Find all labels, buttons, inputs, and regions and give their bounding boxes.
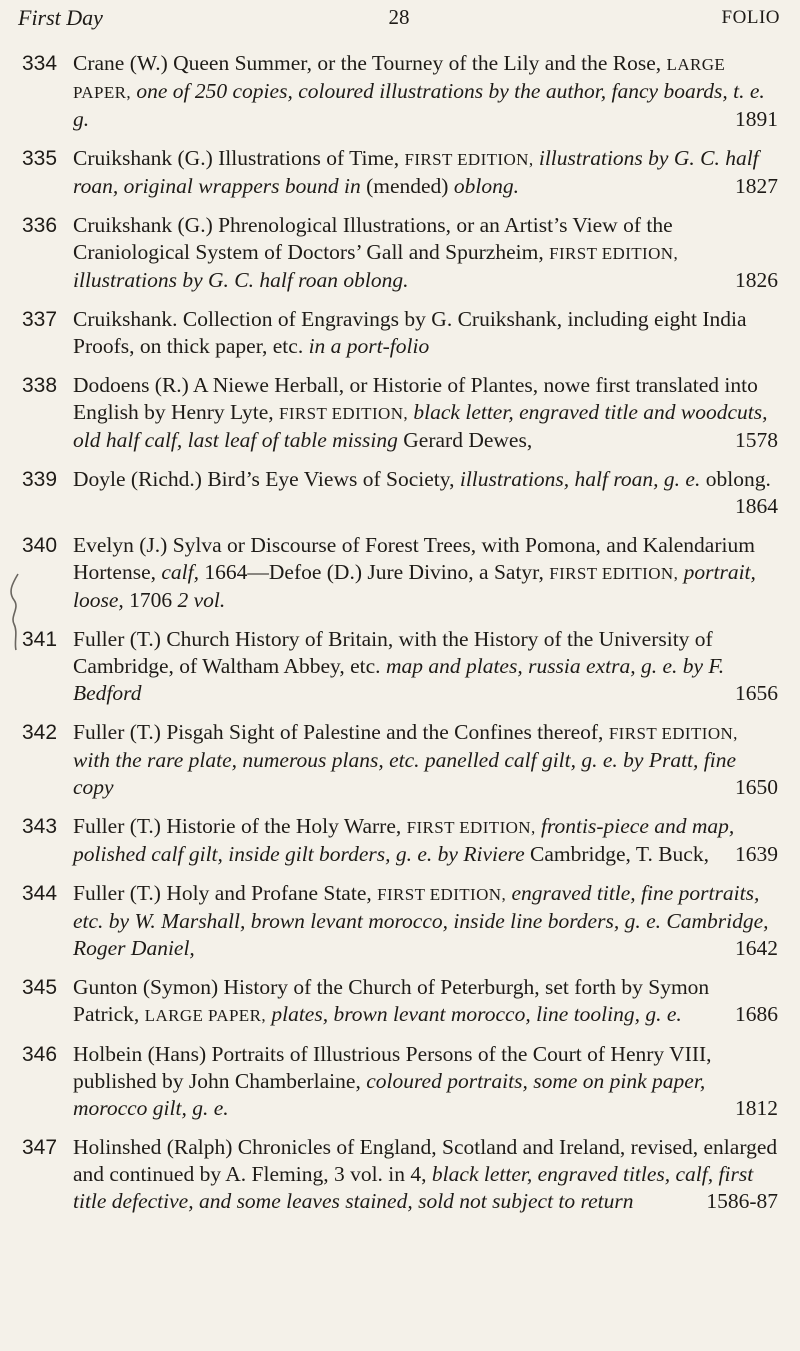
lot-description [73, 50, 778, 133]
lot-number: 347 [22, 1136, 58, 1159]
lot-entry [0, 974, 800, 1029]
title-text: Fuller (T.) Church History of Britain, with the History of the University of Cambridge, of Waltham Abbey, etc. [73, 627, 713, 678]
page-number: 28 [388, 5, 410, 29]
lot-entry [0, 532, 800, 614]
lot-date: 1578 [735, 428, 778, 452]
title-text: Crane (W.) Queen Summer, or the Tourney of the Lily and the Rose, [73, 51, 667, 75]
edition-note: FIRST EDITION, [406, 818, 536, 837]
binding-note: engraved title, fine portraits, etc. by W. Marshall, brown levant morocco, inside line borders, g. e. [73, 881, 760, 933]
title-text: Cruikshank. Collection of Engravings by G. Cruikshank, including eight India Proofs, on thick paper, etc. [73, 307, 747, 358]
lot-entry [0, 626, 800, 707]
lot-date: 1826 [735, 268, 778, 292]
edition-note: FIRST EDITION, [608, 724, 738, 743]
lot-number: 339 [22, 468, 58, 491]
binding-note: frontis-piece and map, polished calf gilt, inside gilt borders, g. e. by Riviere [73, 814, 735, 866]
lot-entry [0, 50, 800, 133]
binding-note: calf, [161, 560, 199, 584]
lot-description [73, 306, 778, 360]
title-text: oblong. [700, 467, 771, 491]
binding-note: map and plates, russia extra, g. e. by F. Bedford [73, 654, 725, 705]
edition-note: FIRST EDITION, [279, 404, 409, 423]
title-text: Fuller (T.) Historie of the Holy Warre, [73, 814, 407, 838]
title-text: 1706 [123, 588, 178, 612]
binding-note: 2 vol. [177, 588, 226, 612]
binding-note: oblong. [448, 174, 519, 198]
header-format: FOLIO [721, 7, 780, 28]
lot-number: 340 [22, 534, 58, 557]
title-text: Cruikshank (G.) Phrenological Illustrations, or an Artist’s View of the Craniological System of Doctors’ Gall and Spurzheim, [73, 213, 673, 264]
lot-entry [0, 212, 800, 294]
binding-note: black letter, engraved titles, calf, first title defective, and some leaves stained, sold not subject to return [73, 1162, 754, 1213]
lot-number: 338 [22, 374, 58, 397]
title-text: Holbein (Hans) Portraits of Illustrious Persons of the Court of Henry VIII, published by John Chamberlaine, [73, 1042, 712, 1093]
lot-number: 342 [22, 721, 58, 744]
lot-number: 335 [22, 147, 58, 170]
edition-note: FIRST EDITION, [404, 150, 534, 169]
lot-date: 1586-87 [706, 1189, 778, 1213]
lot-entry [0, 306, 800, 360]
title-text: Dodoens (R.) A Niewe Herball, or Historie of Plantes, nowe first translated into English by Henry Lyte, [73, 373, 758, 424]
title-text: Gerard Dewes, [397, 428, 533, 452]
lot-number: 344 [22, 882, 58, 905]
lot-description [73, 1041, 778, 1122]
edition-note: LARGE PAPER, [144, 1006, 266, 1025]
binding-note: illustrations, half roan, g. e. [459, 467, 701, 491]
lot-description [73, 974, 778, 1029]
lot-description [73, 1134, 778, 1215]
lot-entry [0, 813, 800, 868]
lot-description [73, 212, 778, 294]
lot-date: 1891 [735, 107, 778, 131]
binding-note: one of 250 copies, coloured illustrations by the author, fancy boards, t. e. g. [73, 79, 765, 131]
binding-note: illustrations by G. C. half roan oblong. [73, 268, 409, 292]
binding-note: portrait, loose, [73, 560, 756, 612]
binding-note: in a port-folio [308, 334, 430, 358]
lot-number: 345 [22, 976, 58, 999]
lot-date: 1812 [735, 1096, 778, 1120]
lot-number: 341 [22, 628, 58, 651]
edition-note: FIRST EDITION, [549, 564, 679, 583]
title-text: Cambridge, T. Buck, [524, 842, 709, 866]
lot-list [0, 50, 800, 1227]
lot-description [73, 880, 778, 962]
lot-entry [0, 880, 800, 962]
lot-date: 1642 [735, 936, 778, 960]
title-text: Cruikshank (G.) Illustrations of Time, [73, 146, 405, 170]
lot-description [73, 813, 778, 868]
lot-number: 343 [22, 815, 58, 838]
lot-description [73, 719, 778, 801]
lot-date: 1656 [735, 681, 778, 705]
header-day: First Day [18, 5, 103, 30]
lot-entry [0, 145, 800, 200]
lot-date: 1639 [735, 842, 778, 866]
lot-number: 346 [22, 1043, 58, 1066]
title-text: Fuller (T.) Holy and Profane State, [73, 881, 378, 905]
binding-note: plates, brown levant morocco, line tooling, g. e. [265, 1002, 682, 1026]
title-text: Holinshed (Ralph) Chronicles of England, Scotland and Ireland, revised, enlarged and continued by A. Fleming, 3 vol. in 4, [73, 1135, 778, 1186]
title-text: Gunton (Symon) History of the Church of Peterburgh, set forth by Symon Patrick, [73, 975, 710, 1026]
lot-date: 1864 [735, 494, 778, 518]
lot-description [73, 466, 778, 520]
lot-date: 1827 [735, 174, 778, 198]
binding-note: black letter, engraved title and woodcuts, old half calf, last leaf of table missing [73, 400, 768, 452]
lot-description [73, 372, 778, 454]
edition-note: LARGE PAPER, [73, 55, 726, 102]
title-text: (mended) [366, 174, 449, 198]
lot-number: 337 [22, 308, 58, 331]
edition-note: FIRST EDITION, [377, 885, 507, 904]
title-text: Evelyn (J.) Sylva or Discourse of Forest Trees, with Pomona, and Kalendarium Hortense, [73, 533, 755, 584]
binding-note: coloured portraits, some on pink paper, morocco gilt, g. e. [73, 1069, 706, 1120]
lot-entry [0, 466, 800, 520]
lot-entry [0, 719, 800, 801]
edition-note: FIRST EDITION, [549, 244, 679, 263]
title-text: 1664—Defoe (D.) Jure Divino, a Satyr, [199, 560, 550, 584]
lot-description [73, 626, 778, 707]
lot-entry [0, 1041, 800, 1122]
lot-date: 1650 [735, 775, 778, 799]
lot-number: 334 [22, 52, 58, 75]
title-text: Fuller (T.) Pisgah Sight of Palestine and the Confines thereof, [73, 720, 609, 744]
lot-entry [0, 372, 800, 454]
binding-note: illustrations by G. C. half roan, original wrappers bound in [73, 146, 759, 198]
lot-number: 336 [22, 214, 58, 237]
page-header [18, 1, 780, 41]
lot-entry [0, 1134, 800, 1215]
binding-note: with the rare plate, numerous plans, etc. panelled calf gilt, g. e. by Pratt, fine copy [73, 748, 737, 799]
lot-date: 1686 [735, 1002, 778, 1026]
lot-description [73, 145, 778, 200]
lot-description [73, 532, 778, 614]
title-text: Doyle (Richd.) Bird’s Eye Views of Society, [73, 467, 460, 491]
binding-note: Cambridge, Roger Daniel, [73, 909, 769, 960]
